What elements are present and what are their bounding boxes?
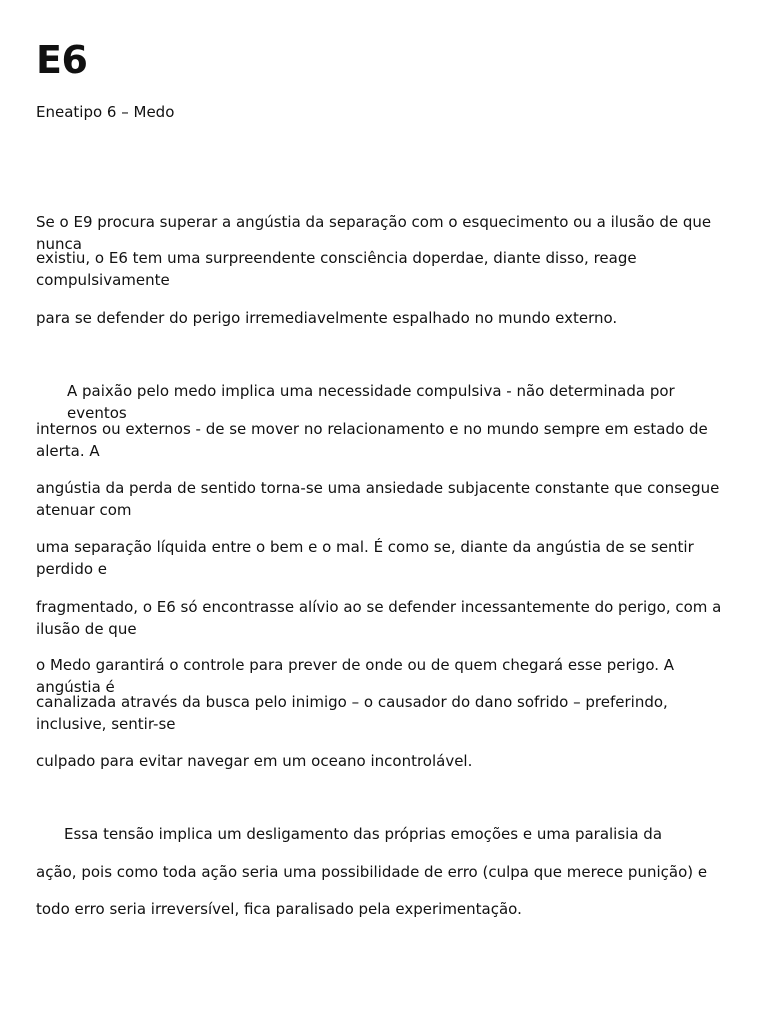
paragraph-2-line-3: angústia da perda de sentido torna-se uma ansiedade subjacente constante que consegue atenuar com: [36, 479, 720, 519]
page-title: E6: [36, 38, 88, 82]
paragraph-2-line-1: A paixão pelo medo implica uma necessidade compulsiva - não determinada por eventos: [67, 382, 675, 422]
paragraph-2-line-5: fragmentado, o E6 só encontrasse alívio ao se defender incessantemente do perigo, com a ilusão de que: [36, 598, 722, 638]
page-subtitle: Eneatipo 6 – Medo: [36, 103, 175, 121]
paragraph-2-line-7: canalizada através da busca pelo inimigo – o causador do dano sofrido – preferindo, inclusive, sentir-se: [36, 693, 668, 733]
paragraph-1-line-3: para se defender do perigo irremediavelmente espalhado no mundo externo.: [36, 309, 618, 327]
paragraph-3-line-3: todo erro seria irreversível, fica paralisado pela experimentação.: [36, 900, 522, 918]
paragraph-1-line-2: existiu, o E6 tem uma surpreendente consciência doperdae, diante disso, reage compulsivamente: [36, 249, 637, 289]
paragraph-3-line-2: ação, pois como toda ação seria uma possibilidade de erro (culpa que merece punição) e: [36, 863, 708, 881]
paragraph-2-line-6: o Medo garantirá o controle para prever de onde ou de quem chegará esse perigo. A angústia é: [36, 656, 675, 696]
paragraph-2-line-2: internos ou externos - de se mover no relacionamento e no mundo sempre em estado de alerta. A: [36, 420, 708, 460]
paragraph-1-line-1: Se o E9 procura superar a angústia da separação com o esquecimento ou a ilusão de que nunca: [36, 213, 712, 253]
paragraph-2-line-8: culpado para evitar navegar em um oceano incontrolável.: [36, 752, 473, 770]
paragraph-3-line-1: Essa tensão implica um desligamento das próprias emoções e uma paralisia da: [64, 825, 663, 843]
paragraph-2-line-4: uma separação líquida entre o bem e o mal. É como se, diante da angústia de se sentir perdido e: [36, 538, 694, 578]
